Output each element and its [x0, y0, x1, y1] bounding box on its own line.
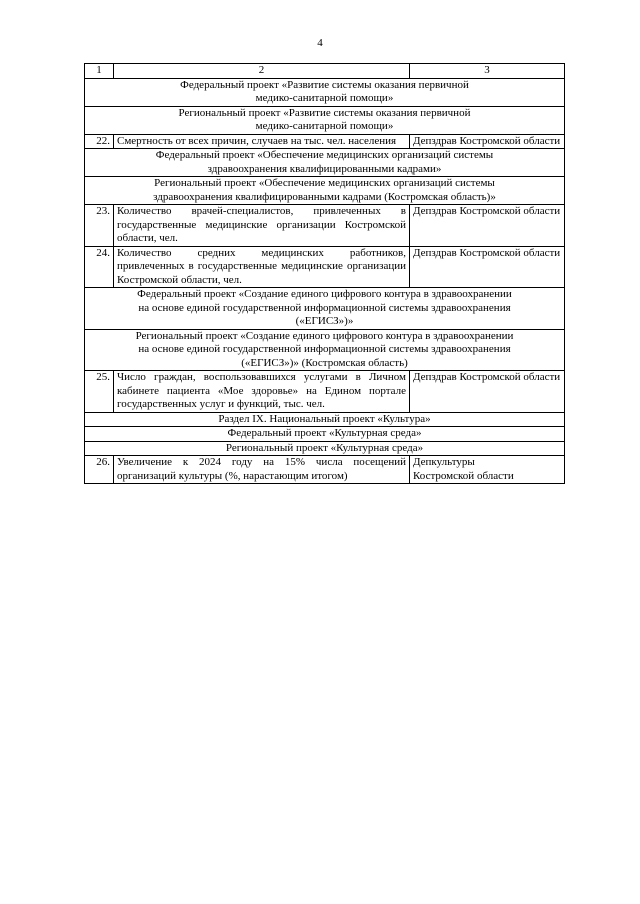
row-number: 25. — [85, 371, 114, 413]
section-header-row — [85, 427, 565, 442]
indicator-row — [85, 456, 565, 484]
indicator-row — [85, 246, 565, 288]
indicator-row — [85, 205, 565, 247]
section-title — [85, 412, 565, 427]
indicator-row — [85, 371, 565, 413]
section-title-text: Региональный проект «Развитие системы оказания первичной медико-санитарной помощи» — [178, 106, 471, 132]
indicator-text: Количество средних медицинских работников, привлеченных в государственные медицинские организации Костромской области, чел. — [114, 246, 410, 288]
section-title — [85, 288, 565, 330]
section-title — [85, 149, 565, 177]
section-title-text: Региональный проект «Культурная среда» — [225, 441, 424, 454]
indicators-table — [84, 63, 565, 484]
responsible-body: Депкультуры Костромской области — [410, 456, 565, 484]
section-header-row — [85, 412, 565, 427]
table-header-row — [85, 64, 565, 79]
section-title-text: Региональный проект «Создание единого цифрового контура в здравоохранении на основе единой государственной информационной системы здравоохранения («ЕГИСЗ»)» (Костромская область) — [135, 329, 514, 369]
indicator-text: Число граждан, воспользовавшихся услугами в Личном кабинете пациента «Мое здоровье» на Едином портале государственных услуг и функций, тыс. чел. — [114, 371, 410, 413]
row-number: 22. — [85, 134, 114, 149]
row-number: 24. — [85, 246, 114, 288]
responsible-body: Депздрав Костромской области — [410, 246, 565, 288]
section-title-text: Региональный проект «Обеспечение медицинских организаций системы здравоохранения квалифицированными кадрами (Костромская область)» — [153, 177, 496, 203]
page-number: 4 — [317, 37, 323, 49]
responsible-body: Депздрав Костромской области — [410, 205, 565, 247]
section-title-text: Федеральный проект «Обеспечение медицинских организаций системы здравоохранения квалифицированными кадрами» — [155, 149, 494, 175]
section-title-text: Раздел IX. Национальный проект «Культура» — [218, 412, 431, 425]
section-header-row — [85, 78, 565, 106]
section-header-row — [85, 149, 565, 177]
section-title — [85, 106, 565, 134]
indicator-text: Смертность от всех причин, случаев на тыс. чел. населения — [114, 134, 410, 149]
section-header-row — [85, 288, 565, 330]
section-header-row — [85, 441, 565, 456]
section-title-text: Федеральный проект «Создание единого цифрового контура в здравоохранении на основе единой государственной информационной системы здравоохранения («ЕГИСЗ»)» — [137, 288, 512, 327]
section-header-row — [85, 329, 565, 371]
header-col-2: 2 — [114, 64, 410, 79]
section-header-row — [85, 177, 565, 205]
section-title-text: Федеральный проект «Развитие системы оказания первичной медико-санитарной помощи» — [180, 78, 469, 104]
section-title-text: Федеральный проект «Культурная среда» — [227, 427, 422, 439]
header-col-3: 3 — [410, 64, 565, 79]
header-col-1: 1 — [85, 64, 114, 79]
section-title — [85, 441, 565, 456]
section-title — [85, 427, 565, 442]
row-number: 26. — [85, 456, 114, 484]
responsible-body: Депздрав Костромской области — [410, 371, 565, 413]
section-title — [85, 78, 565, 106]
row-number: 23. — [85, 205, 114, 247]
section-title — [85, 177, 565, 205]
indicator-text: Количество врачей-специалистов, привлеченных в государственные медицинские организации Костромской области, чел. — [114, 205, 410, 247]
responsible-body: Депздрав Костромской области — [410, 134, 565, 149]
indicator-text: Увеличение к 2024 году на 15% числа посещений организаций культуры (%, нарастающим итогом) — [114, 456, 410, 484]
indicator-row — [85, 134, 565, 149]
section-header-row — [85, 106, 565, 134]
section-title — [85, 329, 565, 371]
